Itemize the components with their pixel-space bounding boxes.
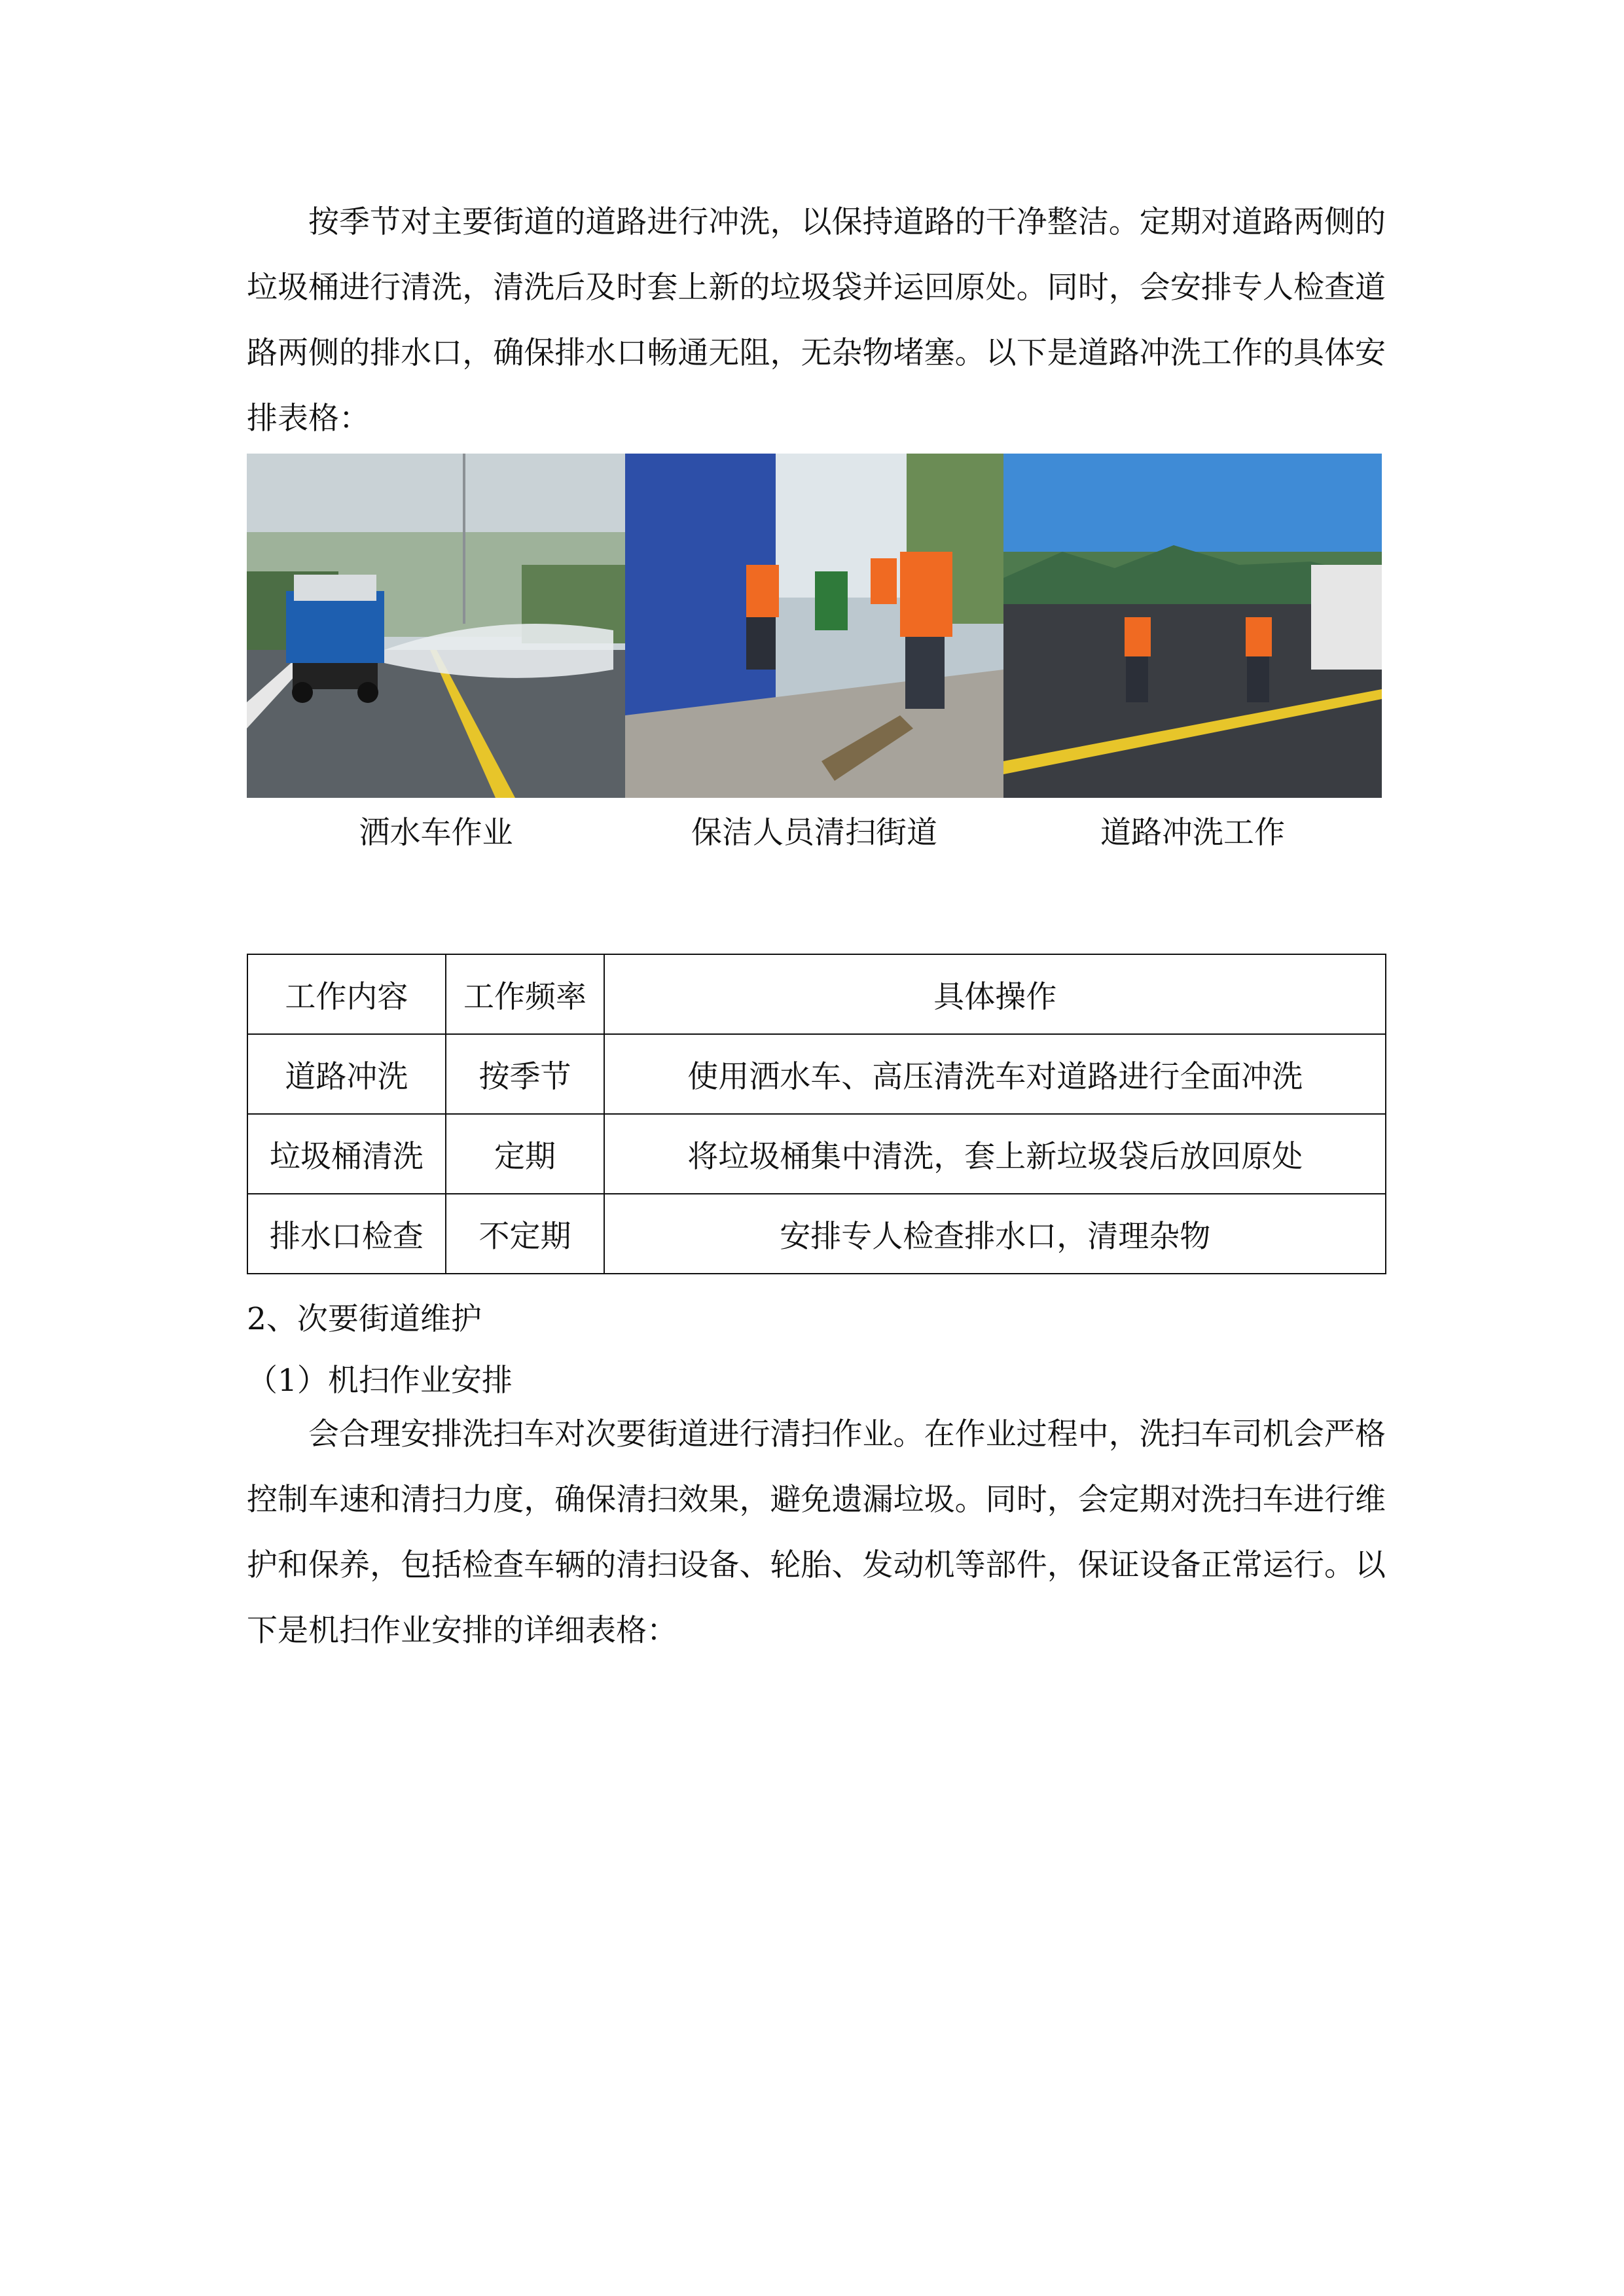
road-washing-schedule-table bbox=[247, 954, 1386, 1274]
table-row bbox=[247, 1114, 1386, 1194]
road-washing-photo bbox=[1003, 454, 1382, 798]
table-header-cell: 工作内容 bbox=[247, 954, 446, 1034]
table-cell: 垃圾桶清洗 bbox=[247, 1114, 446, 1194]
street-sweeper-workers-photo bbox=[625, 454, 1003, 798]
table-row bbox=[247, 1034, 1386, 1114]
table-header-row bbox=[247, 954, 1386, 1034]
table-cell: 安排专人检查排水口，清理杂物 bbox=[604, 1194, 1386, 1274]
table-row bbox=[247, 1194, 1386, 1274]
photo-caption-2: 保洁人员清扫街道 bbox=[691, 815, 937, 851]
water-truck-photo bbox=[247, 454, 625, 798]
table-cell: 按季节 bbox=[446, 1034, 605, 1114]
table-cell: 排水口检查 bbox=[247, 1194, 446, 1274]
table-cell: 道路冲洗 bbox=[247, 1034, 446, 1114]
table-cell: 使用洒水车、高压清洗车对道路进行全面冲洗 bbox=[604, 1034, 1386, 1114]
table-cell: 将垃圾桶集中清洗，套上新垃圾袋后放回原处 bbox=[604, 1114, 1386, 1194]
photo-caption-3: 道路冲洗工作 bbox=[1100, 815, 1285, 851]
section-heading: 2、次要街道维护 bbox=[247, 1301, 482, 1337]
table-cell: 定期 bbox=[446, 1114, 605, 1194]
table-header-cell: 具体操作 bbox=[604, 954, 1386, 1034]
table-cell: 不定期 bbox=[446, 1194, 605, 1274]
subsection-heading: （1）机扫作业安排 bbox=[247, 1363, 513, 1399]
photo-caption-1: 洒水车作业 bbox=[359, 815, 513, 851]
body-paragraph: 会合理安排洗扫车对次要街道进行清扫作业。在作业过程中，洗扫车司机会严格控制车速和清扫力度，确保清扫效果，避免遗漏垃圾。同时，会定期对洗扫车进行维护和保养，包括检查车辆的清扫设备、轮胎、发动机等部件，保证设备正常运行。以下是机扫作业安排的详细表格： bbox=[247, 1416, 1386, 1649]
intro-paragraph: 按季节对主要街道的道路进行冲洗，以保持道路的干净整洁。定期对道路两侧的垃圾桶进行清洗，清洗后及时套上新的垃圾袋并运回原处。同时，会安排专人检查道路两侧的排水口，确保排水口畅通无阻，无杂物堵塞。以下是道路冲洗工作的具体安排表格： bbox=[247, 204, 1386, 437]
table-header-cell: 工作频率 bbox=[446, 954, 605, 1034]
